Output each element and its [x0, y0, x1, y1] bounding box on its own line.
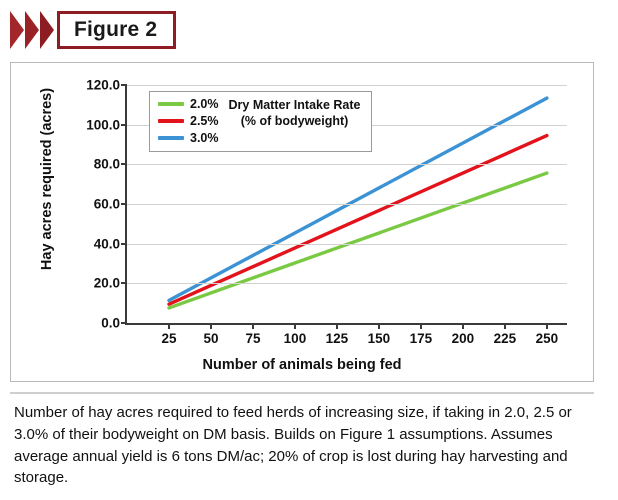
y-axis-tick-mark	[121, 84, 127, 86]
legend-swatch	[158, 119, 184, 123]
x-axis-tick-mark	[504, 323, 506, 329]
y-axis-tick-label: 0.0	[101, 315, 120, 331]
x-axis-tick-label: 250	[535, 331, 559, 346]
y-axis-tick-label: 80.0	[93, 156, 120, 172]
x-axis-tick-label: 175	[409, 331, 433, 346]
x-axis-tick-mark	[420, 323, 422, 329]
x-axis-title: Number of animals being fed	[202, 357, 402, 373]
legend-label: 2.0%	[190, 97, 219, 111]
y-axis-tick-label: 100.0	[86, 117, 120, 133]
x-axis-tick-mark	[252, 323, 254, 329]
chart-panel	[10, 62, 594, 382]
legend-entries	[158, 97, 219, 145]
x-axis-tick-mark	[210, 323, 212, 329]
y-axis-tick-label: 120.0	[86, 77, 120, 93]
x-axis-tick-mark	[336, 323, 338, 329]
y-axis-tick-label: 40.0	[93, 236, 120, 252]
x-axis-tick-mark	[546, 323, 548, 329]
legend-swatch	[158, 102, 184, 106]
chevron-decoration	[8, 11, 55, 49]
legend-label: 2.5%	[190, 114, 219, 128]
y-axis-title: Hay acres required (acres)	[39, 87, 55, 271]
x-axis-tick-label: 25	[161, 331, 177, 346]
legend-item	[158, 97, 219, 111]
legend-label: 3.0%	[190, 131, 219, 145]
legend-title-line1: Dry Matter Intake Rate	[228, 98, 361, 112]
series-line-2.5pct	[169, 136, 547, 305]
x-axis-tick-mark	[294, 323, 296, 329]
plot-wrapper	[11, 63, 593, 381]
x-axis-tick-label: 125	[325, 331, 349, 346]
x-axis-tick-label: 50	[203, 331, 219, 346]
legend-swatch	[158, 136, 184, 140]
gridline	[127, 283, 567, 284]
y-axis-tick-mark	[121, 203, 127, 205]
x-axis-tick-label: 100	[283, 331, 307, 346]
gridline	[127, 164, 567, 165]
y-axis-tick-mark	[121, 124, 127, 126]
caption-divider	[10, 392, 594, 394]
figure-header	[8, 10, 176, 50]
x-axis-tick-label: 150	[367, 331, 391, 346]
x-axis-tick-mark	[168, 323, 170, 329]
figure-label: Figure 2	[74, 18, 158, 41]
x-axis-tick-label: 225	[493, 331, 517, 346]
y-axis-tick-mark	[121, 322, 127, 324]
figure-label-box	[57, 11, 176, 49]
y-axis-tick-mark	[121, 163, 127, 165]
legend-title-line2: (% of bodyweight)	[240, 113, 349, 128]
y-axis-tick-mark	[121, 243, 127, 245]
x-axis-tick-label: 75	[245, 331, 261, 346]
x-axis-tick-mark	[378, 323, 380, 329]
figure-caption: Number of hay acres required to feed herds of increasing size, if taking in 2.0, 2.5 or 3.0% of their bodyweight on DM basis. Builds on Figure 1 assumptions. Assumes average annual yield is 6 tons DM/ac; 20% of crop is lost during hay harvesting and storage.	[14, 404, 572, 487]
gridline	[127, 85, 567, 86]
legend-item	[158, 114, 219, 128]
legend-title	[229, 97, 361, 129]
chevron-right-icon	[10, 11, 24, 49]
x-axis-tick-mark	[462, 323, 464, 329]
y-axis-tick-label: 20.0	[93, 275, 120, 291]
y-axis-tick-mark	[121, 282, 127, 284]
legend-item	[158, 131, 219, 145]
gridline	[127, 204, 567, 205]
gridline	[127, 244, 567, 245]
x-axis-tick-label: 200	[451, 331, 475, 346]
chart-legend	[149, 91, 372, 152]
series-line-2.0pct	[169, 173, 547, 308]
chevron-right-icon	[40, 11, 54, 49]
chevron-right-icon	[25, 11, 39, 49]
y-axis-tick-label: 60.0	[93, 196, 120, 212]
